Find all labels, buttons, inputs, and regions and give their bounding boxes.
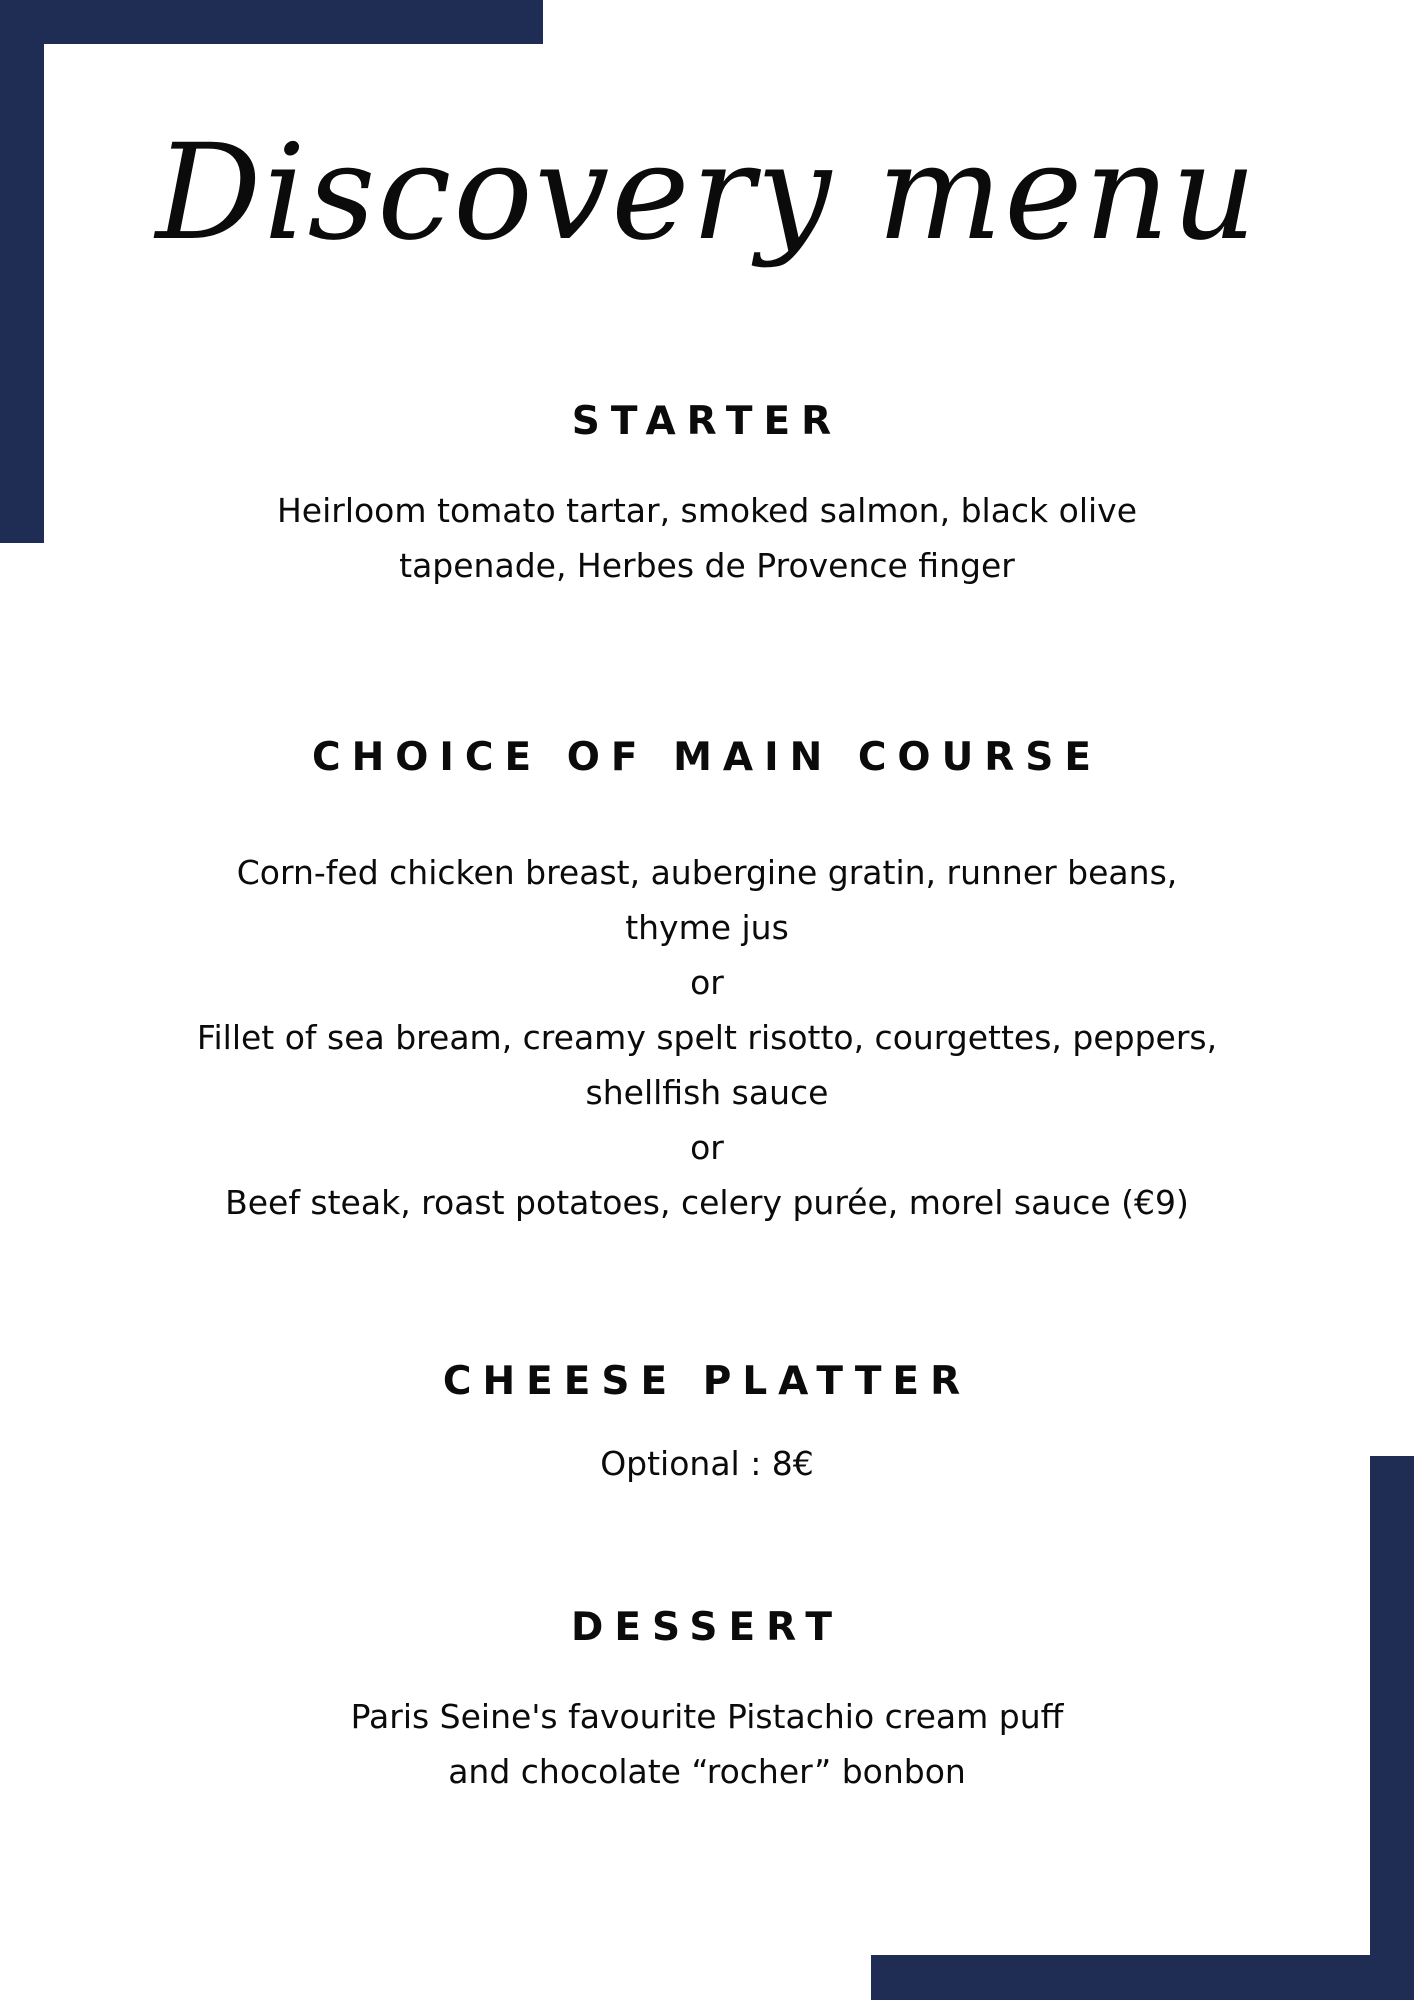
main-course-line: thyme jus (625, 908, 789, 947)
dessert-heading: DESSERT (571, 1605, 843, 1650)
dessert-line: Paris Seine's favourite Pistachio cream puff (350, 1697, 1064, 1736)
main-course-line: Fillet of sea bream, creamy spelt risotto, courgettes, peppers, (196, 1018, 1218, 1057)
dessert-line: and chocolate “rocher” bonbon (448, 1752, 966, 1791)
main-course-line: Beef steak, roast potatoes, celery purée, morel sauce (€9) (225, 1183, 1189, 1222)
menu-title: Discovery menu (155, 116, 1259, 270)
cheese-platter-line: Optional : 8€ (600, 1444, 814, 1483)
dessert-description (0, 1689, 1414, 1799)
main-course-line: shellfish sauce (585, 1073, 829, 1112)
starter-description (0, 483, 1414, 593)
starter-heading: STARTER (571, 399, 843, 444)
starter-line: Heirloom tomato tartar, smoked salmon, black olive (276, 491, 1138, 530)
main-course-description (0, 845, 1414, 1230)
main-course-separator: or (690, 1128, 724, 1167)
starter-line: tapenade, Herbes de Provence finger (399, 546, 1015, 585)
main-course-heading: CHOICE OF MAIN COURSE (311, 735, 1103, 780)
cheese-platter-description (0, 1436, 1414, 1491)
main-course-line: Corn-fed chicken breast, aubergine gratin, runner beans, (236, 853, 1178, 892)
cheese-platter-heading: CHEESE PLATTER (442, 1359, 972, 1404)
main-course-separator: or (690, 963, 724, 1002)
